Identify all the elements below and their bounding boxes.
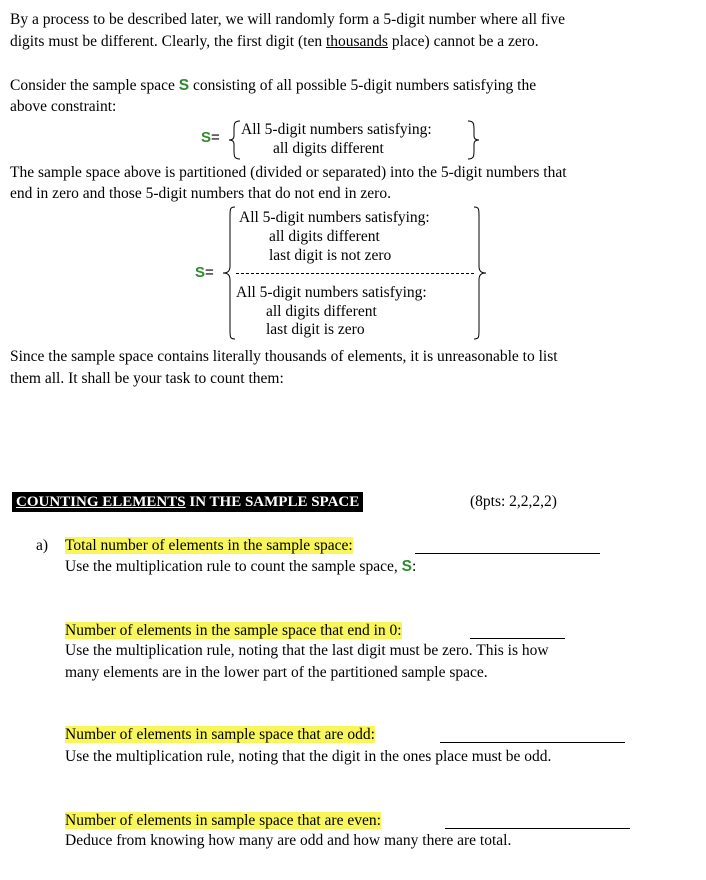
partition-line-2: end in zero and those 5-digit numbers that do not end in zero. (10, 185, 391, 202)
question-a-text (65, 536, 353, 556)
sample-space-symbol: S (178, 77, 190, 94)
set-1-right-brace (466, 120, 480, 160)
section-points: (8pts: 2,2,2,2) (470, 493, 557, 510)
question-a-hint-post: : (411, 558, 417, 575)
question-2-hint-2: many elements are in the lower part of the partitioned sample space. (65, 664, 488, 681)
question-4-text (65, 811, 381, 831)
section-header (12, 492, 363, 512)
set-2-top-row-1: All 5-digit numbers satisfying: (239, 209, 430, 226)
set-1-row-2: all digits different (273, 140, 384, 157)
answer-a-blank[interactable] (415, 553, 600, 554)
set-2-right-brace (473, 206, 487, 340)
question-4-highlight: Number of elements in sample space that are even: (65, 812, 381, 829)
question-3-highlight: Number of elements in sample space that are odd: (65, 726, 375, 743)
answer-4-blank[interactable] (445, 828, 630, 829)
question-2-highlight: Number of elements in the sample space that end in 0: (65, 622, 402, 639)
set-2-bottom-row-1: All 5-digit numbers satisfying: (236, 284, 427, 301)
since-line-2: them all. It shall be your task to count them: (10, 370, 284, 387)
question-a-hint (65, 557, 416, 577)
intro-line-2-underlined: thousands (325, 33, 388, 50)
sample-space-line-1 (10, 76, 536, 96)
set-2-divider (236, 273, 474, 274)
sample-space-post: consisting of all possible 5-digit numbers satisfying the (189, 77, 537, 94)
question-4-hint: Deduce from knowing how many are odd and how many there are total. (65, 832, 512, 849)
sample-space-pre: Consider the sample space (10, 77, 179, 94)
set-2-symbol: S (195, 264, 206, 281)
answer-2-blank[interactable] (470, 638, 565, 639)
intro-line-2 (10, 32, 539, 52)
set-2-bottom-row-3: last digit is zero (266, 321, 365, 338)
set-2-label (195, 264, 214, 281)
set-1-symbol: S (201, 129, 212, 146)
question-2-hint-1: Use the multiplication rule, noting that the last digit must be zero. This is how (65, 642, 549, 659)
sample-space-line-2: above constraint: (10, 98, 117, 115)
question-a-hint-symbol: S (401, 558, 412, 575)
set-1-equals: = (211, 129, 220, 146)
section-header-underlined: COUNTING ELEMENTS (16, 494, 186, 510)
set-1-row-1: All 5-digit numbers satisfying: (241, 121, 432, 138)
question-3-text (65, 725, 375, 745)
set-2-bottom-row-2: all digits different (266, 303, 377, 320)
set-2-top-row-3: last digit is not zero (269, 247, 392, 264)
intro-line-1: By a process to be described later, we will randomly form a 5-digit number where all five (10, 11, 566, 28)
since-line-1: Since the sample space contains literally thousands of elements, it is unreasonable to list (10, 348, 558, 365)
answer-3-blank[interactable] (440, 742, 625, 743)
partition-line-1: The sample space above is partitioned (divided or separated) into the 5-digit numbers that (10, 164, 567, 181)
question-3-hint: Use the multiplication rule, noting that the digit in the ones place must be odd. (65, 748, 552, 765)
set-2-top-row-2: all digits different (269, 228, 380, 245)
section-header-rest: IN THE SAMPLE SPACE (185, 494, 360, 510)
intro-line-2-pre: digits must be different. Clearly, the first digit (ten (10, 33, 326, 50)
intro-line-2-post: place) cannot be a zero. (387, 33, 539, 50)
set-2-equals: = (205, 264, 214, 281)
question-a-label: a) (36, 537, 49, 554)
set-2-left-brace (222, 206, 236, 340)
question-a-hint-pre: Use the multiplication rule to count the sample space, (65, 558, 402, 575)
set-1-left-brace (228, 120, 242, 160)
question-a-highlight: Total number of elements in the sample space: (65, 537, 353, 554)
question-2-text (65, 621, 402, 641)
set-1-label (201, 129, 220, 146)
